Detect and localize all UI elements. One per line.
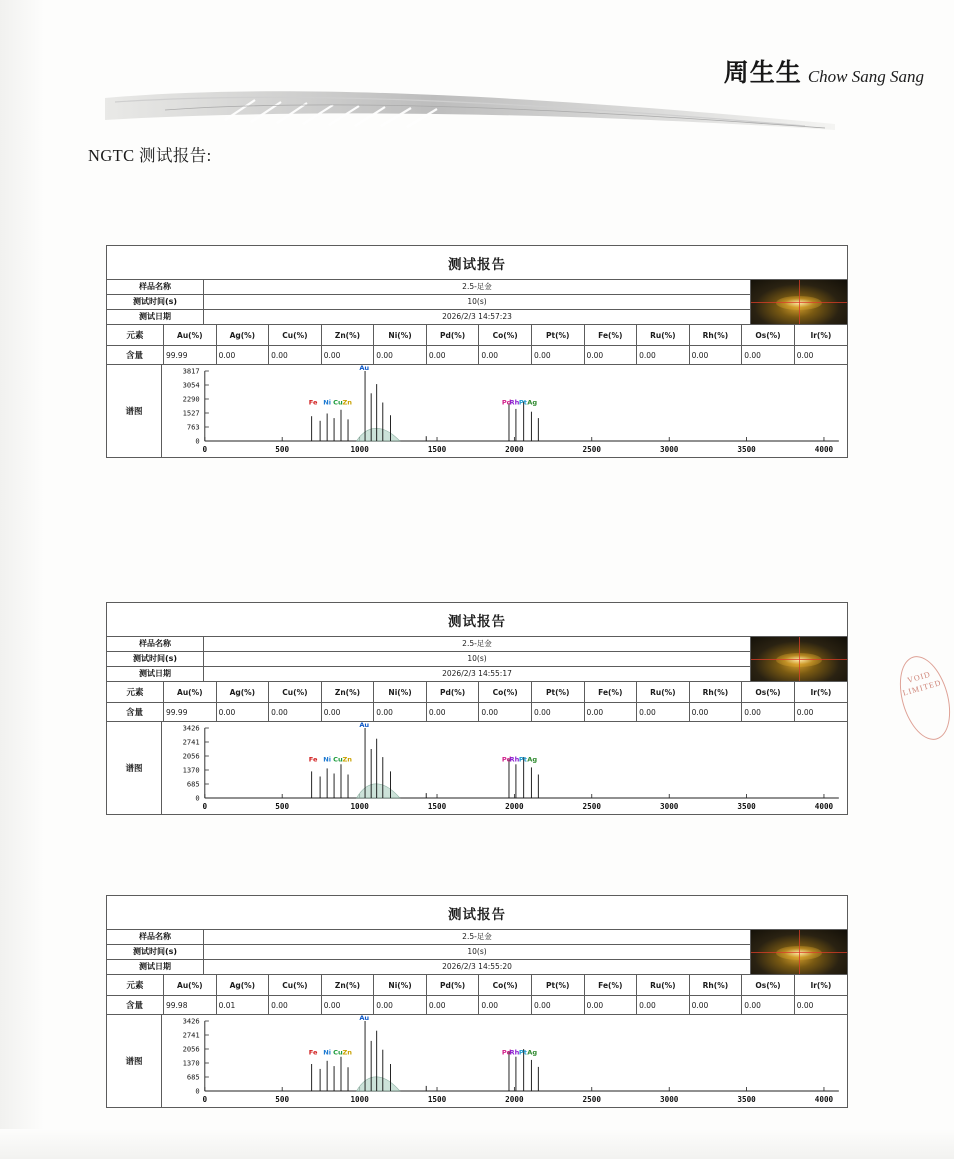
element-value-cell: 0.00	[374, 346, 427, 365]
svg-text:Pt: Pt	[518, 755, 527, 764]
element-column-header: Pt(%)	[531, 325, 584, 346]
info-row-sample-name	[107, 930, 750, 945]
scan-edge-shading-bottom	[0, 1129, 954, 1159]
spectrum-chart-area	[162, 1015, 847, 1107]
element-value-cell: 0.00	[584, 346, 637, 365]
label-sample-name: 样品名称	[107, 280, 204, 294]
info-row-sample-name	[107, 280, 750, 295]
report-info	[107, 280, 847, 325]
info-row-test-time	[107, 652, 750, 667]
element-value-cell: 0.00	[794, 703, 847, 722]
spectrum-chart	[162, 365, 847, 457]
svg-text:3054: 3054	[182, 380, 200, 390]
element-value-cell: 0.00	[216, 346, 269, 365]
element-value-cell: 0.00	[479, 996, 532, 1015]
brand-name-cn: 周生生	[723, 58, 802, 87]
element-column-header: Ag(%)	[216, 975, 269, 996]
element-value-cell: 0.00	[742, 703, 795, 722]
svg-text:3426: 3426	[182, 723, 200, 733]
svg-text:Cu: Cu	[333, 1048, 343, 1057]
scan-edge-shading-left	[0, 0, 44, 1159]
element-value-cell: 0.00	[584, 703, 637, 722]
element-value-cell: 0.00	[637, 996, 690, 1015]
value-test-time: 10(s)	[467, 654, 487, 663]
element-value-cell: 0.00	[426, 346, 479, 365]
info-row-test-date	[107, 960, 750, 974]
svg-text:3000: 3000	[660, 802, 679, 811]
svg-text:2056: 2056	[182, 751, 200, 761]
svg-text:Rh: Rh	[509, 398, 520, 407]
element-column-header: Rh(%)	[689, 325, 742, 346]
element-value-cell: 0.00	[531, 996, 584, 1015]
svg-text:2000: 2000	[505, 1095, 524, 1104]
element-column-header: Ru(%)	[637, 682, 690, 703]
svg-text:4000: 4000	[814, 1095, 834, 1104]
element-value-cell: 0.00	[216, 703, 269, 722]
svg-text:500: 500	[275, 802, 290, 811]
svg-text:Zn: Zn	[342, 755, 352, 764]
svg-text:3000: 3000	[660, 445, 679, 454]
svg-text:0: 0	[195, 793, 200, 803]
svg-text:2500: 2500	[582, 802, 601, 811]
element-value-cell: 0.00	[531, 703, 584, 722]
spectrum-row	[107, 722, 847, 814]
element-column-header: Au(%)	[164, 975, 217, 996]
element-column-header: Pt(%)	[531, 975, 584, 996]
label-test-date: 测试日期	[107, 667, 204, 681]
content-row-label: 含量	[107, 346, 164, 365]
svg-text:Rh: Rh	[509, 1048, 520, 1057]
element-value-cell: 0.00	[269, 996, 322, 1015]
report-title: 测试报告	[107, 603, 847, 637]
svg-text:Zn: Zn	[342, 398, 352, 407]
report-card	[106, 602, 848, 815]
svg-text:3426: 3426	[182, 1016, 200, 1026]
value-test-date: 2026/2/3 14:57:23	[442, 312, 512, 321]
svg-text:1527: 1527	[182, 408, 200, 418]
svg-text:Pt: Pt	[518, 398, 527, 407]
spectrum-chart	[162, 1015, 847, 1107]
element-value-cell: 99.99	[164, 346, 217, 365]
element-column-header: Ru(%)	[637, 975, 690, 996]
element-value-cell: 0.00	[689, 996, 742, 1015]
element-column-header: Pt(%)	[531, 682, 584, 703]
content-row-label: 含量	[107, 703, 164, 722]
element-column-header: Os(%)	[742, 325, 795, 346]
element-column-header: Cu(%)	[269, 975, 322, 996]
svg-text:685: 685	[186, 1072, 200, 1082]
label-sample-name: 样品名称	[107, 930, 204, 944]
element-header-label: 元素	[107, 975, 164, 996]
svg-text:2290: 2290	[182, 394, 200, 404]
table-row	[107, 996, 847, 1015]
element-table	[107, 682, 847, 722]
svg-text:2500: 2500	[582, 1095, 601, 1104]
element-column-header: Os(%)	[742, 682, 795, 703]
element-column-header: Co(%)	[479, 325, 532, 346]
svg-text:Fe: Fe	[308, 755, 318, 764]
value-sample-name: 2.5-足金	[462, 282, 492, 291]
svg-text:2000: 2000	[505, 445, 524, 454]
svg-text:1370: 1370	[182, 765, 200, 775]
svg-text:Au: Au	[359, 722, 370, 729]
element-column-header: Ru(%)	[637, 325, 690, 346]
svg-text:4000: 4000	[814, 445, 834, 454]
svg-text:1370: 1370	[182, 1058, 200, 1068]
element-header-label: 元素	[107, 325, 164, 346]
spectrum-chart-area	[162, 365, 847, 457]
element-column-header: Co(%)	[479, 682, 532, 703]
label-spectrum: 谱图	[107, 722, 162, 814]
element-column-header: Zn(%)	[321, 325, 374, 346]
element-column-header: Ni(%)	[374, 325, 427, 346]
element-value-cell: 0.00	[479, 346, 532, 365]
report-card	[106, 245, 848, 458]
seal-stamp: VOID LIMITED	[891, 650, 954, 745]
element-value-cell: 0.00	[374, 703, 427, 722]
element-value-cell: 0.00	[794, 996, 847, 1015]
spectrum-row	[107, 1015, 847, 1107]
svg-text:500: 500	[275, 1095, 290, 1104]
svg-text:Ni: Ni	[323, 398, 332, 407]
element-column-header: Ni(%)	[374, 975, 427, 996]
element-table	[107, 325, 847, 365]
element-value-cell: 0.00	[374, 996, 427, 1015]
element-column-header: Zn(%)	[321, 682, 374, 703]
sample-photo-icon	[750, 637, 847, 681]
label-spectrum: 谱图	[107, 365, 162, 457]
element-value-cell: 0.00	[689, 346, 742, 365]
label-test-date: 测试日期	[107, 960, 204, 974]
svg-text:1500: 1500	[427, 802, 447, 811]
svg-text:Pd: Pd	[501, 1048, 512, 1057]
element-value-cell: 0.00	[269, 346, 322, 365]
element-column-header: Rh(%)	[689, 975, 742, 996]
element-value-cell: 0.00	[321, 996, 374, 1015]
info-row-test-date	[107, 310, 750, 324]
svg-text:Ag: Ag	[527, 1048, 538, 1057]
table-row	[107, 703, 847, 722]
element-column-header: Ag(%)	[216, 325, 269, 346]
svg-text:500: 500	[275, 445, 290, 454]
svg-text:2000: 2000	[505, 802, 524, 811]
element-value-cell: 0.00	[426, 703, 479, 722]
element-column-header: Zn(%)	[321, 975, 374, 996]
crosshair-vertical-icon	[799, 637, 800, 681]
svg-text:4000: 4000	[814, 802, 834, 811]
info-row-test-time	[107, 945, 750, 960]
brand-name-en: Chow Sang Sang	[807, 67, 924, 86]
svg-text:Ni: Ni	[323, 755, 332, 764]
report-title: 测试报告	[107, 896, 847, 930]
info-row-sample-name	[107, 637, 750, 652]
svg-text:0: 0	[202, 1095, 208, 1104]
element-value-cell: 0.00	[637, 346, 690, 365]
report-info	[107, 930, 847, 975]
element-column-header: Rh(%)	[689, 682, 742, 703]
svg-text:1500: 1500	[427, 1095, 447, 1104]
svg-text:Ni: Ni	[323, 1048, 332, 1057]
svg-text:763: 763	[186, 422, 200, 432]
element-value-cell: 0.00	[584, 996, 637, 1015]
value-test-date: 2026/2/3 14:55:20	[442, 962, 512, 971]
element-value-cell: 0.01	[216, 996, 269, 1015]
svg-text:Ag: Ag	[527, 755, 538, 764]
table-row	[107, 975, 847, 996]
svg-text:1000: 1000	[350, 802, 369, 811]
label-sample-name: 样品名称	[107, 637, 204, 651]
element-column-header: Ir(%)	[794, 975, 847, 996]
svg-text:Zn: Zn	[342, 1048, 352, 1057]
svg-text:1500: 1500	[427, 445, 447, 454]
element-value-cell: 0.00	[479, 703, 532, 722]
element-column-header: Ir(%)	[794, 682, 847, 703]
element-column-header: Ir(%)	[794, 325, 847, 346]
table-row	[107, 325, 847, 346]
svg-text:0: 0	[202, 445, 208, 454]
element-value-cell: 0.00	[794, 346, 847, 365]
svg-text:3500: 3500	[737, 802, 756, 811]
element-value-cell: 0.00	[321, 703, 374, 722]
swoosh-ribbon-icon	[105, 80, 835, 130]
svg-text:Fe: Fe	[308, 398, 318, 407]
element-column-header: Ni(%)	[374, 682, 427, 703]
table-row	[107, 346, 847, 365]
element-value-cell: 0.00	[531, 346, 584, 365]
svg-text:2056: 2056	[182, 1044, 200, 1054]
svg-text:Fe: Fe	[308, 1048, 318, 1057]
svg-text:Au: Au	[359, 1015, 370, 1022]
label-test-time: 测试时间(s)	[107, 945, 204, 959]
element-column-header: Cu(%)	[269, 682, 322, 703]
element-value-cell: 99.98	[164, 996, 217, 1015]
element-column-header: Cu(%)	[269, 325, 322, 346]
element-value-cell: 0.00	[689, 703, 742, 722]
value-test-time: 10(s)	[467, 297, 487, 306]
svg-text:2500: 2500	[582, 445, 601, 454]
svg-text:3500: 3500	[737, 1095, 756, 1104]
report-card	[106, 895, 848, 1108]
svg-text:Rh: Rh	[509, 755, 520, 764]
label-test-date: 测试日期	[107, 310, 204, 324]
element-column-header: Pd(%)	[426, 975, 479, 996]
info-row-test-date	[107, 667, 750, 681]
svg-text:Au: Au	[359, 365, 370, 372]
info-row-test-time	[107, 295, 750, 310]
element-column-header: Fe(%)	[584, 975, 637, 996]
svg-text:3817: 3817	[182, 366, 200, 376]
spectrum-chart	[162, 722, 847, 814]
sample-photo-icon	[750, 280, 847, 324]
spectrum-row	[107, 365, 847, 457]
svg-text:Pd: Pd	[501, 755, 512, 764]
element-value-cell: 0.00	[742, 996, 795, 1015]
spectrum-chart-area	[162, 722, 847, 814]
page-title: NGTC 测试报告:	[88, 146, 212, 165]
svg-text:3500: 3500	[737, 445, 756, 454]
element-value-cell: 0.00	[637, 703, 690, 722]
element-table	[107, 975, 847, 1015]
element-column-header: Ag(%)	[216, 682, 269, 703]
element-column-header: Os(%)	[742, 975, 795, 996]
svg-text:1000: 1000	[350, 445, 369, 454]
report-info	[107, 637, 847, 682]
element-column-header: Fe(%)	[584, 325, 637, 346]
element-value-cell: 0.00	[269, 703, 322, 722]
svg-text:0: 0	[202, 802, 208, 811]
value-sample-name: 2.5-足金	[462, 639, 492, 648]
element-column-header: Co(%)	[479, 975, 532, 996]
svg-text:2741: 2741	[182, 1030, 200, 1040]
content-row-label: 含量	[107, 996, 164, 1015]
crosshair-vertical-icon	[799, 930, 800, 974]
svg-text:3000: 3000	[660, 1095, 679, 1104]
sample-photo-icon	[750, 930, 847, 974]
svg-text:0: 0	[195, 1086, 200, 1096]
element-value-cell: 0.00	[426, 996, 479, 1015]
element-column-header: Pd(%)	[426, 682, 479, 703]
svg-text:685: 685	[186, 779, 200, 789]
element-value-cell: 0.00	[742, 346, 795, 365]
svg-text:Ag: Ag	[527, 398, 538, 407]
table-row	[107, 682, 847, 703]
value-sample-name: 2.5-足金	[462, 932, 492, 941]
svg-text:Pt: Pt	[518, 1048, 527, 1057]
element-header-label: 元素	[107, 682, 164, 703]
element-column-header: Au(%)	[164, 325, 217, 346]
element-value-cell: 0.00	[321, 346, 374, 365]
element-column-header: Fe(%)	[584, 682, 637, 703]
value-test-date: 2026/2/3 14:55:17	[442, 669, 512, 678]
element-column-header: Au(%)	[164, 682, 217, 703]
svg-text:Pd: Pd	[501, 398, 512, 407]
report-title: 测试报告	[107, 246, 847, 280]
label-test-time: 测试时间(s)	[107, 295, 204, 309]
element-column-header: Pd(%)	[426, 325, 479, 346]
label-spectrum: 谱图	[107, 1015, 162, 1107]
crosshair-vertical-icon	[799, 280, 800, 324]
svg-text:1000: 1000	[350, 1095, 369, 1104]
label-test-time: 测试时间(s)	[107, 652, 204, 666]
svg-text:2741: 2741	[182, 737, 200, 747]
value-test-time: 10(s)	[467, 947, 487, 956]
svg-text:Cu: Cu	[333, 755, 343, 764]
svg-text:0: 0	[195, 436, 200, 446]
svg-text:Cu: Cu	[333, 398, 343, 407]
element-value-cell: 99.99	[164, 703, 217, 722]
